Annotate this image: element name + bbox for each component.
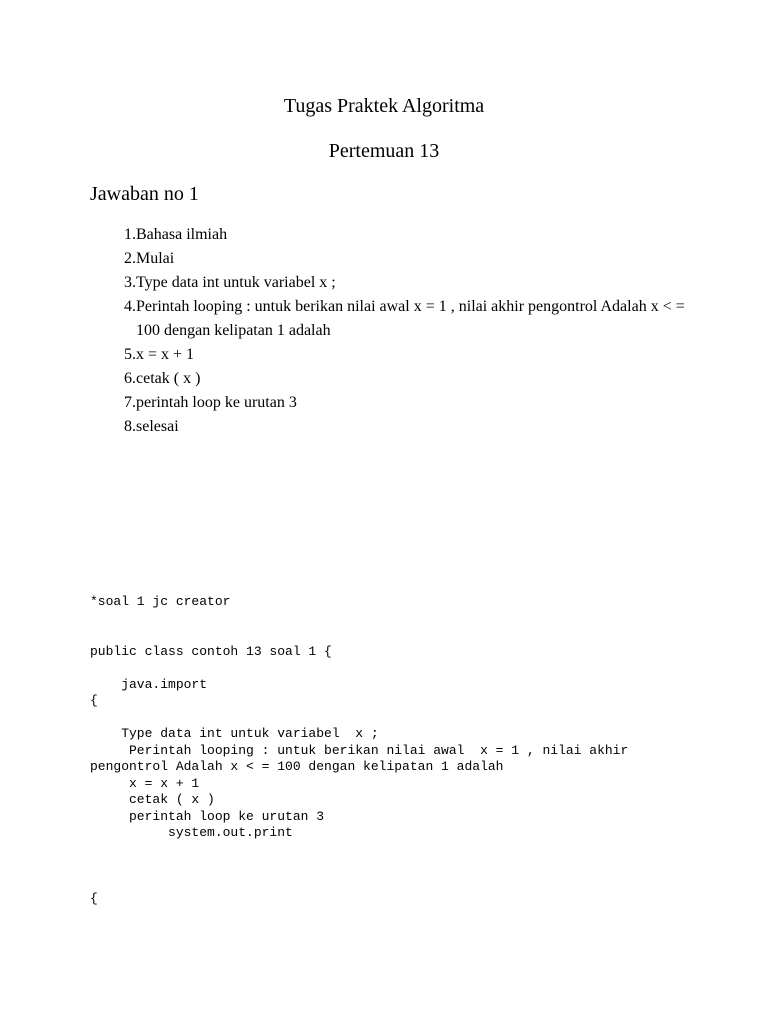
algorithm-steps-list: [90, 223, 690, 439]
list-item-text: selesai: [136, 418, 179, 435]
list-item: [90, 247, 690, 271]
answer-heading: Jawaban no 1: [90, 183, 199, 205]
list-item: [90, 223, 690, 247]
list-item-number: 5.: [124, 346, 136, 363]
list-item-number: 6.: [124, 370, 136, 387]
document-title: Tugas Praktek Algoritma: [283, 95, 485, 117]
list-item-number: 4.: [124, 298, 136, 315]
list-item: [90, 343, 690, 367]
list-item-number: 2.: [124, 250, 136, 267]
list-item: [90, 391, 690, 415]
list-item: [90, 415, 690, 439]
list-item-number: 8.: [124, 418, 136, 435]
document-subtitle: Pertemuan 13: [328, 140, 440, 162]
list-item-text: perintah loop ke urutan 3: [136, 394, 297, 411]
list-item: [90, 271, 690, 295]
list-item-text: Perintah looping : untuk berikan nilai awal x = 1 , nilai akhir pengontrol Adalah x < = 100 dengan kelipatan 1 adalah: [136, 298, 685, 339]
list-item-text: Bahasa ilmiah: [136, 226, 228, 243]
list-item: [90, 367, 690, 391]
list-item-text: x = x + 1: [136, 346, 195, 363]
list-item-text: Mulai: [136, 250, 175, 267]
list-item-number: 1.: [124, 226, 136, 243]
code-block: *soal 1 jc creator public class contoh 13 soal 1 { java.import { Type data int untuk variabel x ; Perintah looping : untuk berikan nilai awal x = 1 , nilai akhir pengontrol Adalah x < = 100 dengan kelipatan 1 adalah x = x + 1 cetak ( x ) perintah loop ke urutan 3 system.out.print {: [90, 594, 629, 906]
list-item-text: cetak ( x ): [136, 370, 201, 387]
list-item-text: Type data int untuk variabel x ;: [136, 274, 336, 291]
list-item-number: 7.: [124, 394, 136, 411]
list-item: [90, 295, 690, 343]
list-item-number: 3.: [124, 274, 136, 291]
